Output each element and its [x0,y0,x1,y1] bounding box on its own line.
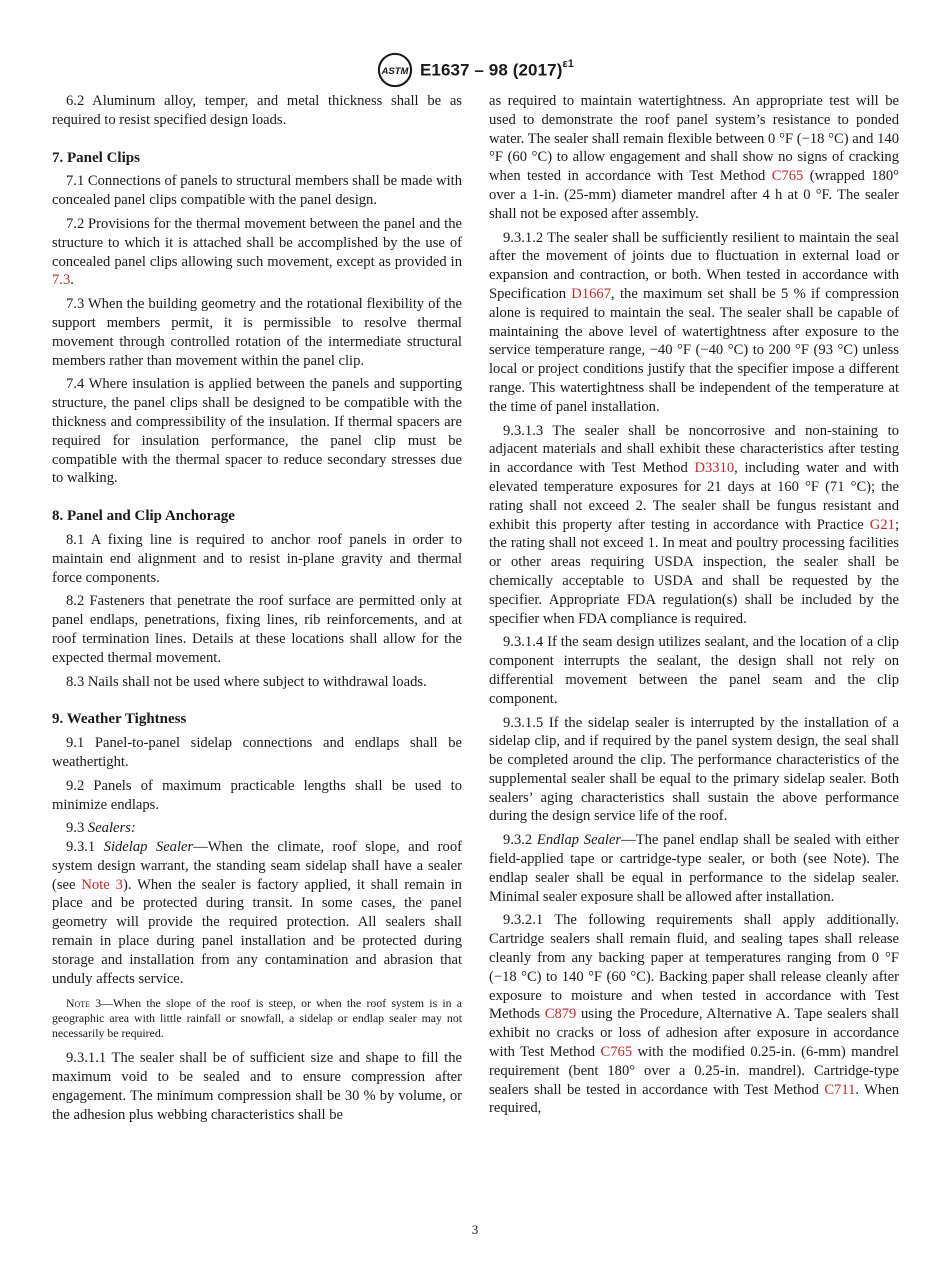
para-9-3-2-number: 9.3.2 [503,832,537,849]
left-column [52,92,462,1125]
link-c879[interactable]: C879 [544,1006,577,1023]
link-note-3[interactable]: Note 3 [81,876,123,893]
heading-8: 8. Panel and Clip Anchorage [52,508,235,525]
link-d3310[interactable]: D3310 [694,460,735,477]
para-9-3-1-5: 9.3.1.5 If the sidelap sealer is interrupted by the installation of a sidelap clip, and if required by the panel system design, the seal shall be completed around the clip. The performance characteristics of the supplemental sealer shall be equal to the primary sidelap sealer. Both sealers’ aging characteristics shall sustain the above performance during the design service life of the roof. [489,714,899,825]
para-9-3-1-1-continued [489,92,899,224]
para-7-3: 7.3 When the building geometry and the rotational flexibility of the support members permit, it is permissible to resolve thermal movement through controlled rotation of the intermediate structural members rather than movement within the panel clip. [52,296,462,369]
para-7-2-end: . [70,272,74,289]
para-9-3-2-1-text-end: . When required, [489,1081,899,1117]
para-7-2 [52,215,462,290]
epsilon-superscript: ε1 [562,57,575,70]
para-8-2: 8.2 Fasteners that penetrate the roof surface are permitted only at panel endlaps, penetrations, fixing lines, rib reinforcements, and at roof termination lines. Details at these locations shall allow for the expected thermal movement. [52,593,462,666]
link-g21[interactable]: G21 [869,516,895,533]
para-9-3-1-1: 9.3.1.1 The sealer shall be of sufficient size and shape to fill the maximum void to be sealed and to ensure compression after engagement. The minimum compression shall be 30 % by volume, or the adhesion plus webbing characteristics shall be [52,1050,462,1123]
para-8-3: 8.3 Nails shall not be used where subject to withdrawal loads. [66,673,427,690]
link-c765[interactable]: C765 [771,168,804,185]
para-9-3-1-4: 9.3.1.4 If the seam design utilizes sealant, and the location of a clip component interrupts the sealant, the design shall not rely on differential movement between the panel seam and the clip component. [489,634,899,707]
para-9-3-title: Sealers: [87,820,136,837]
para-8-1: 8.1 A fixing line is required to anchor roof panels in order to maintain end alignment and to resist in-plane gravity and thermal force components. [52,531,462,586]
para-cont-text-end: (wrapped 180° over a 1-in. (25-mm) diameter mandrel after 4 h at 0 °F. The sealer shall not be exposed after assembly. [489,168,899,222]
para-9-3-number: 9.3 [66,820,88,837]
para-9-3-1-2-text-end: , the maximum set shall be 5 % if compression alone is required to maintain the seal. The sealer shall be capable of maintaining the above level of watertightness after exposure to the service temperature range, −40 °F (−40 °C) to 200 °F (93 °C) unless local or project conditions justify that the specifier impose a different range. This watertightness shall be independent of the temperature at the time of panel installation. [489,285,899,415]
para-9-2: 9.2 Panels of maximum practicable lengths shall be used to minimize endlaps. [52,777,462,813]
para-9-3-1-2-text: 9.3.1.2 The sealer shall be sufficiently resilient to maintain the seal after the movement of joints due to fluctuation in external load or expansion and contraction, or both. When tested in accordance with Specification [489,229,899,302]
para-9-3-2-1-text-mid1: using the Procedure, Alternative A. Tape sealers shall exhibit no cracks or loss of adhesion after exposure in accordance with Test Method [489,1006,899,1061]
link-d1667[interactable]: D1667 [571,285,612,302]
para-7-1: 7.1 Connections of panels to structural members shall be made with concealed panel clips compatible with the panel design. [52,173,462,209]
para-9-3-2-title: Endlap Sealer [536,832,622,849]
para-cont-text: as required to maintain watertightness. An appropriate test will be used to demonstrate the roof panel system’s resistance to ponded water. The sealer shall remain flexible between 0 °F (−18 °C) and 140 °F (60 °C) to allow engagement and shall show no signs of cracking when tested in accordance with Test Method [489,93,899,185]
para-9-3-1-text-end: ). When the sealer is factory applied, it shall remain in place and be protected during transit. In some cases, the panel geometry will provide the required protection. All sealers shall remain in place during panel installation and be protected during storage and installation from any contamination and abrasion that unduly affects service. [52,876,462,987]
astm-logo-icon [376,52,414,88]
para-9-3-1-text: —When the climate, roof slope, and roof system design warrant, the standing seam sidelap shall have a sealer (see [52,839,462,893]
designation-text: E1637 – 98 (2017) [419,60,563,80]
note-3-label: Note 3 [66,996,102,1011]
para-9-3-1 [52,838,462,988]
para-7-2-text: 7.2 Provisions for the thermal movement between the panel and the structure to which it is attached shall be accomplished by the use of concealed panel clips allowing such movement, except as provided in [52,215,462,270]
document-designation [419,57,575,81]
heading-7: 7. Panel Clips [52,149,140,166]
para-9-3-1-2 [489,229,899,417]
para-9-3-2-text: —The panel endlap shall be sealed with either field-applied tape or cartridge-type sealer, or both (see Note). The endlap sealer shall be equal in performance to the sidelap sealer. Minimal sealer exposure shall be allowed after installation. [489,832,899,905]
para-7-4: 7.4 Where insulation is applied between the panels and supporting structure, the panel clips shall be designed to be compatible with the thickness and compressibility of the insulation. If thermal spacers are required for insulation performance, the panel clip must be compatible with the thermal spacer to reduce secondary stresses due to walking. [52,376,462,487]
para-9-3-2-1 [489,911,899,1118]
para-9-3-1-3-text-mid: , including water and with elevated temperature exposures for 21 days at 160 °F (71 °C); the rating shall not exceed 2. The sealer shall be fungus resistant and exhibit this property after testing in accordance with Practice [489,460,899,533]
link-7-3[interactable]: 7.3 [52,272,71,289]
right-column [489,92,899,1118]
astm-logo-text: ASTM [381,65,409,77]
para-9-3-2-1-text-mid2: with the modified 0.25-in. (6-mm) mandrel requirement (bent 180° over a 0.25-in. mandrel). Cartridge-type sealers shall be tested in accordance with Test Method [489,1044,899,1098]
page-number: 3 [471,1222,479,1237]
para-9-3-1-number: 9.3.1 [66,839,104,856]
para-9-3-1-3-text-end: ; the rating shall not exceed 1. In meat and poultry processing facilities or other areas requiring USDA inspection, the sealer shall be chemically acceptable to USDA and shall be requested by the specifier. Appropriate FDA regulation(s) shall be included by the specifier when FDA compliance is required. [489,516,899,627]
para-9-3-2-1-text: 9.3.2.1 The following requirements shall apply additionally. Cartridge sealers shall remain fluid, and sealing tapes shall release cleanly from any backing paper at temperatures ranging from 0 °F (−18 °C) to 140 °F (60 °C). Backing paper shall release cleanly after exposure to moisture and when tested in accordance with Test Methods [489,912,899,1023]
para-9-1: 9.1 Panel-to-panel sidelap connections and endlaps shall be weathertight. [52,735,462,770]
note-3-text: —When the slope of the roof is steep, or when the roof system is in a geographic area with little rainfall or snowfall, a sidelap or endlap sealer may not necessarily be required. [52,996,463,1041]
link-c765-2[interactable]: C765 [600,1044,633,1061]
para-9-3-1-3-text: 9.3.1.3 The sealer shall be noncorrosive and non-staining to adjacent materials and shall exhibit these characteristics after testing in accordance with Test Method [489,422,899,477]
note-3 [52,996,462,1041]
para-9-3-2 [489,831,899,906]
para-9-3 [52,819,462,838]
para-9-3-1-title: Sidelap Sealer [103,839,194,856]
heading-9: 9. Weather Tightness [52,711,187,728]
para-9-3-1-3 [489,422,899,629]
link-c711[interactable]: C711 [824,1081,856,1098]
page-header [0,50,950,90]
para-6-2: 6.2 Aluminum alloy, temper, and metal thickness shall be as required to resist specified design loads. [52,93,462,128]
